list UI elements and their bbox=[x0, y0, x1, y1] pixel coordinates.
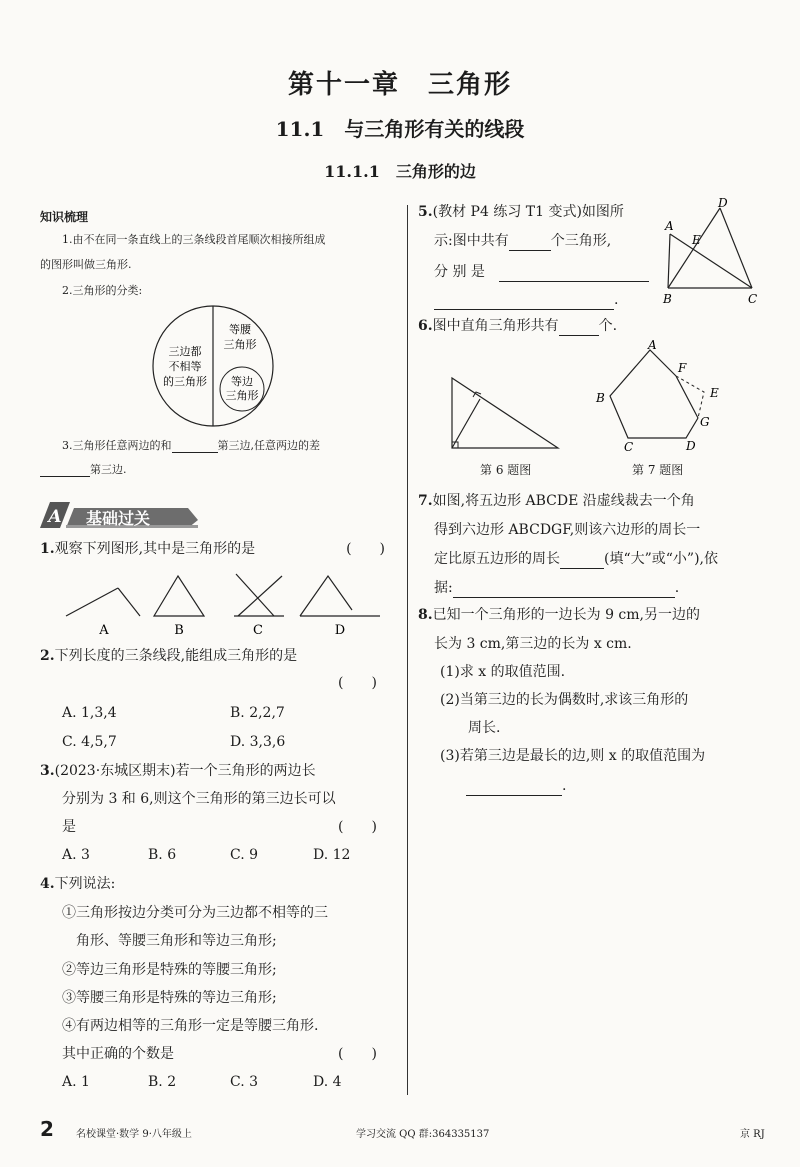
option-a: A. 1 bbox=[62, 1074, 90, 1090]
question-8-part2b: 周长. bbox=[468, 720, 501, 736]
question-3-line1 bbox=[40, 761, 316, 781]
chapter-title: 第十一章 三角形 bbox=[287, 70, 512, 100]
diagram-inner-line1: 等边 bbox=[231, 375, 253, 388]
question-8-part3-answer bbox=[466, 776, 566, 796]
question-7-figure bbox=[594, 340, 730, 460]
question-7-line2: 得到六边形 ABCDGF,则该六边形的周长一 bbox=[434, 522, 701, 538]
question-number: 6. bbox=[418, 318, 433, 334]
answer-blank[interactable] bbox=[453, 583, 675, 598]
knowledge-heading: 知识梳理 bbox=[40, 210, 89, 224]
point-b-label: B bbox=[596, 391, 605, 405]
question-text: (2023·东城区期末)若一个三角形的两边长 bbox=[54, 763, 316, 779]
question-7-line1 bbox=[418, 491, 695, 511]
question-3-line3: 是 bbox=[62, 819, 76, 835]
option-a: A. 3 bbox=[62, 847, 90, 863]
question-text: 分 别 是 bbox=[434, 264, 485, 280]
page-number: 2 bbox=[40, 1117, 54, 1141]
question-number: 2. bbox=[40, 648, 55, 664]
answer-paren[interactable]: ( ) bbox=[338, 1046, 377, 1062]
question-text: 示:图中共有 bbox=[434, 233, 509, 249]
question-5-line4 bbox=[434, 290, 618, 310]
option-d: D. 3,3,6 bbox=[230, 734, 286, 750]
footer-edition: 京 RJ bbox=[740, 1129, 765, 1140]
knowledge-item3 bbox=[62, 438, 320, 453]
statement-4: ④有两边相等的三角形一定是等腰三角形. bbox=[62, 1018, 319, 1034]
question-3-line2: 分别为 3 和 6,则这个三角形的第三边长可以 bbox=[62, 791, 336, 807]
answer-paren[interactable]: ( ) bbox=[338, 819, 377, 835]
option-d: D. 4 bbox=[313, 1074, 342, 1090]
figure-label-b: B bbox=[174, 623, 184, 638]
point-c-label: C bbox=[748, 292, 758, 306]
option-c: C. 4,5,7 bbox=[62, 734, 117, 750]
point-e-label: E bbox=[692, 233, 701, 247]
knowledge-item3-a: 3.三角形任意两边的和 bbox=[62, 439, 172, 452]
section-title: 11.1 与三角形有关的线段 bbox=[275, 117, 525, 141]
question-5-line1 bbox=[418, 202, 624, 222]
diagram-left-line1: 三边都 bbox=[168, 345, 202, 358]
column-divider bbox=[407, 205, 408, 1095]
figure-6-caption: 第 6 题图 bbox=[480, 463, 532, 477]
point-d-label: D bbox=[718, 196, 728, 210]
option-c: C. 9 bbox=[230, 847, 259, 863]
footer-book: 名校课堂·数学 9·八年级上 bbox=[76, 1129, 192, 1140]
unit-text: 个. bbox=[598, 318, 618, 334]
question-text: 下列长度的三条线段,能组成三角形的是 bbox=[54, 648, 298, 664]
subsection-title: 11.1.1 三角形的边 bbox=[324, 162, 476, 181]
question-5-figure bbox=[658, 196, 768, 306]
statement-1b: 角形、等腰三角形和等边三角形; bbox=[76, 933, 277, 949]
figure-label-c: C bbox=[253, 623, 263, 638]
question-5-line2 bbox=[434, 231, 611, 251]
question-text: 已知一个三角形的一边长为 9 cm,另一边的 bbox=[432, 607, 700, 623]
point-a-label: A bbox=[648, 340, 657, 352]
section-banner bbox=[38, 498, 198, 532]
option-c: C. 3 bbox=[230, 1074, 259, 1090]
statement-1a: ①三角形按边分类可分为三边都不相等的三 bbox=[62, 905, 328, 921]
point-c-label: C bbox=[624, 440, 634, 454]
question-8-part3: (3)若第三边是最长的边,则 x 的取值范围为 bbox=[440, 748, 706, 764]
answer-blank[interactable] bbox=[172, 438, 218, 453]
section-banner-letter: A bbox=[48, 507, 62, 527]
knowledge-item3-b: 第三边,任意两边的差 bbox=[217, 439, 320, 452]
answer-blank[interactable] bbox=[509, 236, 551, 251]
answer-blank[interactable] bbox=[499, 267, 649, 282]
question-text: (教材 P4 练习 T1 变式)如图所 bbox=[432, 204, 624, 220]
question-1-figures bbox=[62, 568, 392, 638]
figure-label-a: A bbox=[99, 623, 109, 638]
question-number: 4. bbox=[40, 876, 55, 892]
question-4-ask: 其中正确的个数是 bbox=[62, 1046, 174, 1062]
diagram-right-line1: 等腰 bbox=[229, 323, 251, 336]
point-b-label: B bbox=[663, 292, 672, 306]
question-text: 如图,将五边形 ABCDE 沿虚线裁去一个角 bbox=[432, 493, 695, 509]
knowledge-item1-b: 的图形叫做三角形. bbox=[40, 258, 132, 271]
period: . bbox=[674, 580, 680, 596]
figure-label-d: D bbox=[334, 623, 346, 638]
point-f-label: F bbox=[678, 361, 687, 375]
option-b: B. 2 bbox=[148, 1074, 177, 1090]
footer-qq: 学习交流 QQ 群:364335137 bbox=[356, 1129, 490, 1140]
question-8-part2a: (2)当第三边的长为偶数时,求该三角形的 bbox=[440, 692, 689, 708]
question-8-line2: 长为 3 cm,第三边的长为 x cm. bbox=[434, 636, 632, 652]
figure-7-caption: 第 7 题图 bbox=[632, 463, 684, 477]
question-5-line3 bbox=[434, 262, 649, 282]
option-d: D. 12 bbox=[313, 847, 351, 863]
question-number: 5. bbox=[418, 204, 433, 220]
section-banner-label: 基础过关 bbox=[86, 509, 151, 528]
option-b: B. 2,2,7 bbox=[230, 705, 285, 721]
question-8-line1 bbox=[418, 605, 700, 625]
diagram-left-line2: 不相等 bbox=[168, 360, 202, 373]
option-a: A. 1,3,4 bbox=[62, 705, 117, 721]
question-text: 个三角形, bbox=[550, 233, 612, 249]
point-e-label: E bbox=[710, 386, 719, 400]
answer-blank[interactable] bbox=[434, 295, 614, 310]
question-text: 观察下列图形,其中是三角形的是 bbox=[54, 541, 256, 557]
question-text: 据: bbox=[434, 580, 453, 596]
diagram-inner-line2: 三角形 bbox=[225, 389, 259, 402]
question-number: 3. bbox=[40, 763, 55, 779]
answer-blank[interactable] bbox=[40, 462, 90, 477]
question-7-line4 bbox=[434, 578, 679, 598]
question-1 bbox=[40, 539, 395, 559]
period: . bbox=[614, 292, 619, 308]
question-text: 定比原五边形的周长 bbox=[434, 551, 560, 567]
diagram-left-line3: 的三角形 bbox=[163, 375, 207, 388]
question-2 bbox=[40, 646, 297, 666]
answer-paren[interactable]: ( ) bbox=[346, 541, 385, 557]
question-text: 图中直角三角形共有 bbox=[432, 318, 559, 334]
diagram-right-line2: 三角形 bbox=[223, 338, 257, 351]
statement-3: ③等腰三角形是特殊的等边三角形; bbox=[62, 990, 277, 1006]
period: . bbox=[562, 778, 567, 794]
question-8-part1: (1)求 x 的取值范围. bbox=[440, 664, 566, 680]
question-7-line3 bbox=[434, 549, 718, 569]
question-6 bbox=[418, 316, 617, 336]
question-6-figure bbox=[446, 372, 566, 454]
point-g-label: G bbox=[700, 415, 710, 429]
knowledge-item1-a: 1.由不在同一条直线上的三条线段首尾顺次相接所组成 bbox=[62, 233, 326, 246]
knowledge-item2: 2.三角形的分类: bbox=[62, 284, 143, 297]
question-4 bbox=[40, 874, 115, 894]
question-number: 1. bbox=[40, 541, 55, 557]
point-a-label: A bbox=[665, 219, 674, 233]
question-text: 下列说法: bbox=[54, 876, 116, 892]
point-d-label: D bbox=[686, 439, 696, 453]
statement-2: ②等边三角形是特殊的等腰三角形; bbox=[62, 962, 277, 978]
answer-paren[interactable]: ( ) bbox=[338, 675, 377, 691]
answer-blank[interactable] bbox=[559, 321, 599, 336]
option-b: B. 6 bbox=[148, 847, 177, 863]
answer-blank[interactable] bbox=[560, 554, 604, 569]
knowledge-item3-line2 bbox=[40, 462, 127, 477]
knowledge-item3-c: 第三边. bbox=[90, 463, 127, 476]
question-text: (填“大”或“小”),依 bbox=[604, 551, 719, 567]
question-number: 8. bbox=[418, 607, 433, 623]
triangle-classification-diagram bbox=[150, 303, 276, 429]
answer-blank[interactable] bbox=[466, 781, 562, 796]
question-number: 7. bbox=[418, 493, 433, 509]
